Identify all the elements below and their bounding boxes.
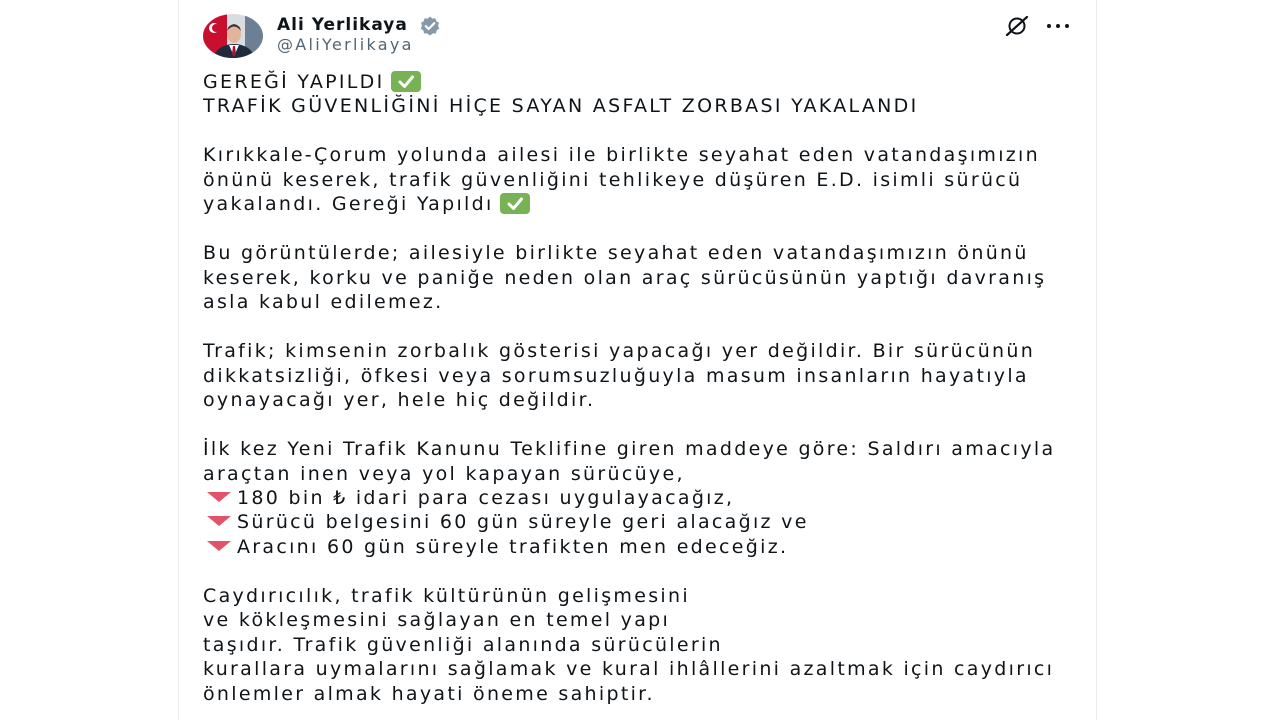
tweet-text-line xyxy=(203,192,1083,216)
tweet-text-line xyxy=(203,584,1083,608)
body-text: araçtan inen veya yol kapayan sürücüye, xyxy=(203,462,685,485)
tweet-text-line xyxy=(203,70,1083,94)
check-mark-emoji-icon xyxy=(391,71,421,92)
author-handle[interactable]: @AliYerlikaya xyxy=(277,35,414,54)
body-text: İlk kez Yeni Trafik Kanunu Teklifine giren maddeye göre: Saldırı amacıyla xyxy=(203,438,1056,461)
tweet-text-line xyxy=(203,143,1083,167)
paragraph-gap xyxy=(203,119,1083,143)
body-text: Trafik; kimsenin zorbalık gösterisi yapacağı yer değildir. Bir sürücünün xyxy=(203,340,1036,363)
red-triangle-down-icon xyxy=(207,492,231,502)
paragraph-gap xyxy=(203,559,1083,583)
body-text: önünü keserek, trafik güvenliğini tehlikeye düşüren E.D. isimli sürücü xyxy=(203,168,1023,191)
tweet-text xyxy=(203,70,1083,706)
list-item xyxy=(203,535,1083,559)
paragraph-gap xyxy=(203,315,1083,339)
tweet-text-line xyxy=(203,266,1083,290)
tweet-text-line xyxy=(203,608,1083,632)
verified-badge-icon xyxy=(419,15,441,37)
body-text: keserek, korku ve paniğe neden olan araç sürücüsünün yaptığı davranış xyxy=(203,266,1047,289)
paragraph-gap xyxy=(203,413,1083,437)
list-item xyxy=(203,486,1083,510)
tweet-text-line xyxy=(203,241,1083,265)
body-text: dikkatsizliği, öfkesi veya sorumsuzluğuyla masum insanların hayatıyla xyxy=(203,364,1029,387)
tweet-text-line xyxy=(203,462,1083,486)
list-item xyxy=(203,510,1083,534)
author-name[interactable]: Ali Yerlikaya xyxy=(277,15,408,35)
body-text: asla kabul edilemez. xyxy=(203,291,444,314)
more-options-icon[interactable] xyxy=(1045,13,1071,39)
body-text: ve kökleşmesini sağlayan en temel yapı xyxy=(203,609,671,632)
tweet-card xyxy=(178,0,1097,720)
red-triangle-down-icon xyxy=(207,541,231,551)
tweet-text-line xyxy=(203,388,1083,412)
headline-text: GEREĞİ YAPILDI xyxy=(203,71,385,93)
list-item-text: Sürücü belgesini 60 gün süreyle geri alacağız ve xyxy=(237,511,809,534)
body-text: kurallara uymalarını sağlamak ve kural ihlâllerini azaltmak için caydırıcı xyxy=(203,658,1055,681)
tweet-text-line xyxy=(203,633,1083,657)
author-avatar[interactable] xyxy=(203,14,263,58)
body-text: oynayacağı yer, hele hiç değildir. xyxy=(203,389,596,412)
grok-icon[interactable] xyxy=(1004,13,1030,39)
tweet-text-line xyxy=(203,290,1083,314)
tweet-text-line xyxy=(203,94,1083,118)
body-text: önlemler almak hayati öneme sahiptir. xyxy=(203,682,655,705)
headline-text: TRAFİK GÜVENLİĞİNİ HİÇE SAYAN ASFALT ZORBASI YAKALANDI xyxy=(203,95,919,118)
body-text: yakalandı. Gereği Yapıldı xyxy=(203,193,494,216)
red-triangle-down-icon xyxy=(207,516,231,526)
body-text: Bu görüntülerde; ailesiyle birlikte seyahat eden vatandaşımızın önünü xyxy=(203,242,1029,265)
body-text: Caydırıcılık, trafik kültürünün gelişmesini xyxy=(203,584,690,607)
tweet-text-line xyxy=(203,364,1083,388)
list-item-text: 180 bin ₺ idari para cezası uygulayacağız, xyxy=(237,486,735,509)
paragraph-gap xyxy=(203,217,1083,241)
tweet-text-line xyxy=(203,682,1083,706)
body-text: taşıdır. Trafik güvenliği alanında sürücülerin xyxy=(203,633,723,656)
tweet-text-line xyxy=(203,657,1083,681)
tweet-text-line xyxy=(203,339,1083,363)
list-item-text: Aracını 60 gün süreyle trafikten men edeceğiz. xyxy=(237,535,789,558)
body-text: Kırıkkale-Çorum yolunda ailesi ile birlikte seyahat eden vatandaşımızın xyxy=(203,144,1040,167)
tweet-text-line xyxy=(203,168,1083,192)
check-mark-emoji-icon xyxy=(500,193,530,214)
tweet-text-line xyxy=(203,437,1083,461)
